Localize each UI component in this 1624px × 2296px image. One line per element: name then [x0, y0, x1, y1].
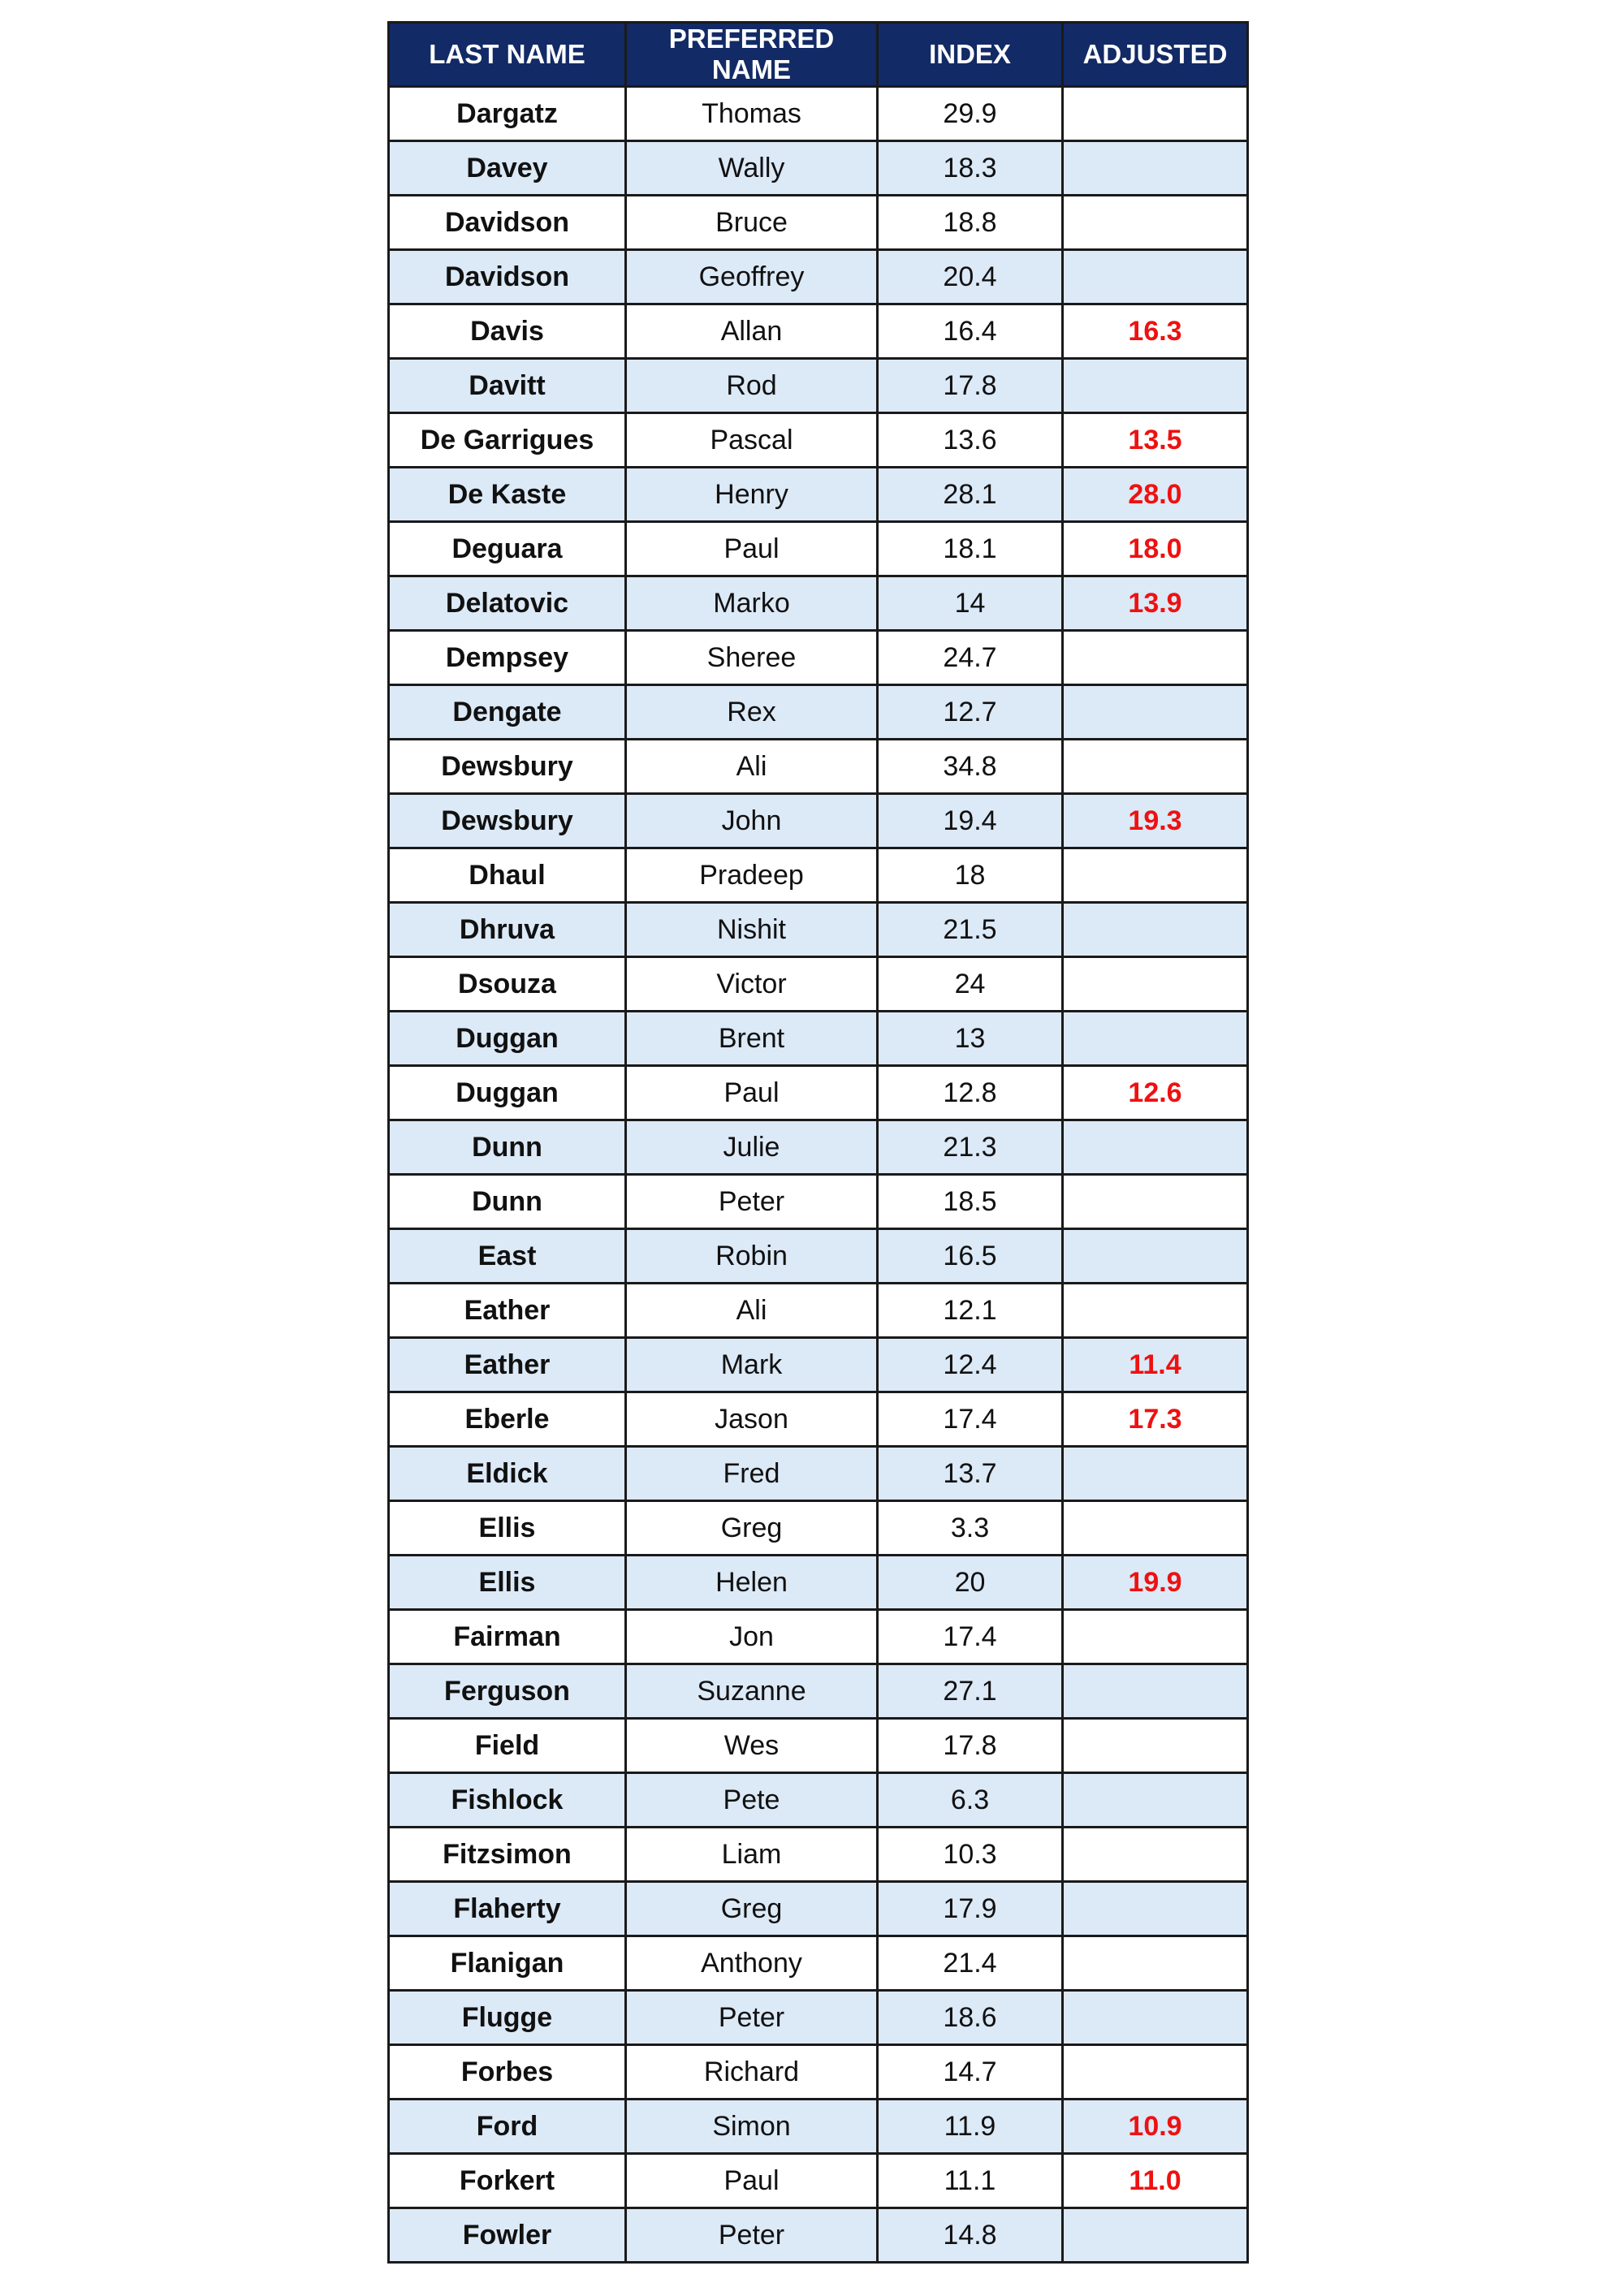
last-name-cell: Duggan — [389, 1066, 626, 1120]
table-row — [389, 1066, 1248, 1120]
preferred-name-cell: Peter — [626, 1991, 878, 2045]
last-name-cell: Flaherty — [389, 1882, 626, 1936]
index-cell: 24 — [878, 957, 1063, 1012]
last-name-cell: Fishlock — [389, 1773, 626, 1828]
index-cell: 14 — [878, 576, 1063, 631]
index-cell: 13.6 — [878, 413, 1063, 468]
last-name-cell: De Garrigues — [389, 413, 626, 468]
last-name-cell: Eather — [389, 1338, 626, 1392]
preferred-name-cell: Nishit — [626, 903, 878, 957]
preferred-name-cell: Ali — [626, 740, 878, 794]
adjusted-cell — [1063, 87, 1248, 141]
adjusted-cell: 10.9 — [1063, 2100, 1248, 2154]
preferred-name-cell: Rex — [626, 685, 878, 740]
index-cell: 11.1 — [878, 2154, 1063, 2208]
table-row — [389, 522, 1248, 576]
last-name-cell: Fowler — [389, 2208, 626, 2263]
adjusted-cell — [1063, 141, 1248, 196]
preferred-name-cell: Jason — [626, 1392, 878, 1447]
table-row — [389, 2208, 1248, 2263]
index-cell: 3.3 — [878, 1501, 1063, 1556]
last-name-cell: Davidson — [389, 250, 626, 304]
index-cell: 16.4 — [878, 304, 1063, 359]
adjusted-cell: 18.0 — [1063, 522, 1248, 576]
preferred-name-cell: Greg — [626, 1501, 878, 1556]
table-row — [389, 413, 1248, 468]
last-name-cell: Dewsbury — [389, 794, 626, 848]
table-row — [389, 196, 1248, 250]
last-name-cell: Dewsbury — [389, 740, 626, 794]
table-row — [389, 2100, 1248, 2154]
adjusted-cell — [1063, 1664, 1248, 1719]
last-name-cell: Flugge — [389, 1991, 626, 2045]
table-row — [389, 1556, 1248, 1610]
column-header-last-name: LAST NAME — [389, 23, 626, 87]
preferred-name-cell: Paul — [626, 2154, 878, 2208]
index-cell: 28.1 — [878, 468, 1063, 522]
preferred-name-cell: Mark — [626, 1338, 878, 1392]
preferred-name-cell: Wally — [626, 141, 878, 196]
adjusted-cell — [1063, 250, 1248, 304]
table-row — [389, 87, 1248, 141]
table-row — [389, 1828, 1248, 1882]
preferred-name-cell: Suzanne — [626, 1664, 878, 1719]
column-header-index: INDEX — [878, 23, 1063, 87]
table-row — [389, 1284, 1248, 1338]
preferred-name-cell: Thomas — [626, 87, 878, 141]
preferred-name-cell: Henry — [626, 468, 878, 522]
index-cell: 14.7 — [878, 2045, 1063, 2100]
preferred-name-cell: Sheree — [626, 631, 878, 685]
last-name-cell: Ferguson — [389, 1664, 626, 1719]
preferred-name-cell: Ali — [626, 1284, 878, 1338]
index-cell: 12.1 — [878, 1284, 1063, 1338]
last-name-cell: Forkert — [389, 2154, 626, 2208]
last-name-cell: Field — [389, 1719, 626, 1773]
table-row — [389, 1012, 1248, 1066]
adjusted-cell — [1063, 2045, 1248, 2100]
table-row — [389, 576, 1248, 631]
index-cell: 13.7 — [878, 1447, 1063, 1501]
adjusted-cell: 11.4 — [1063, 1338, 1248, 1392]
preferred-name-cell: Robin — [626, 1229, 878, 1284]
preferred-name-cell: Paul — [626, 1066, 878, 1120]
index-sheet — [387, 21, 1246, 2264]
preferred-name-cell: Helen — [626, 1556, 878, 1610]
index-cell: 19.4 — [878, 794, 1063, 848]
index-cell: 18.5 — [878, 1175, 1063, 1229]
last-name-cell: Delatovic — [389, 576, 626, 631]
adjusted-cell — [1063, 1284, 1248, 1338]
last-name-cell: Eather — [389, 1284, 626, 1338]
adjusted-cell — [1063, 957, 1248, 1012]
table-row — [389, 1447, 1248, 1501]
table-row — [389, 1991, 1248, 2045]
adjusted-cell: 17.3 — [1063, 1392, 1248, 1447]
preferred-name-cell: Pete — [626, 1773, 878, 1828]
index-cell: 34.8 — [878, 740, 1063, 794]
preferred-name-cell: Allan — [626, 304, 878, 359]
adjusted-cell — [1063, 1447, 1248, 1501]
table-row — [389, 250, 1248, 304]
adjusted-cell: 13.9 — [1063, 576, 1248, 631]
header-row — [389, 23, 1248, 87]
preferred-name-cell: Rod — [626, 359, 878, 413]
last-name-cell: De Kaste — [389, 468, 626, 522]
adjusted-cell: 13.5 — [1063, 413, 1248, 468]
last-name-cell: Dsouza — [389, 957, 626, 1012]
index-cell: 6.3 — [878, 1773, 1063, 1828]
last-name-cell: Deguara — [389, 522, 626, 576]
table-row — [389, 1773, 1248, 1828]
index-cell: 12.4 — [878, 1338, 1063, 1392]
table-row — [389, 1229, 1248, 1284]
adjusted-cell: 11.0 — [1063, 2154, 1248, 2208]
table-row — [389, 1664, 1248, 1719]
index-cell: 21.3 — [878, 1120, 1063, 1175]
last-name-cell: Davey — [389, 141, 626, 196]
table-row — [389, 794, 1248, 848]
preferred-name-cell: Peter — [626, 2208, 878, 2263]
adjusted-cell — [1063, 848, 1248, 903]
adjusted-cell: 19.9 — [1063, 1556, 1248, 1610]
preferred-name-cell: Pascal — [626, 413, 878, 468]
adjusted-cell — [1063, 903, 1248, 957]
last-name-cell: Dengate — [389, 685, 626, 740]
index-cell: 20.4 — [878, 250, 1063, 304]
table-row — [389, 141, 1248, 196]
adjusted-cell — [1063, 740, 1248, 794]
adjusted-cell — [1063, 1229, 1248, 1284]
table-row — [389, 1501, 1248, 1556]
index-cell: 16.5 — [878, 1229, 1063, 1284]
preferred-name-cell: Fred — [626, 1447, 878, 1501]
table-row — [389, 957, 1248, 1012]
index-cell: 18 — [878, 848, 1063, 903]
adjusted-cell — [1063, 1882, 1248, 1936]
index-cell: 18.1 — [878, 522, 1063, 576]
adjusted-cell: 16.3 — [1063, 304, 1248, 359]
adjusted-cell — [1063, 1773, 1248, 1828]
preferred-name-cell: Julie — [626, 1120, 878, 1175]
preferred-name-cell: Brent — [626, 1012, 878, 1066]
last-name-cell: Dhaul — [389, 848, 626, 903]
index-cell: 21.5 — [878, 903, 1063, 957]
last-name-cell: Dhruva — [389, 903, 626, 957]
preferred-name-cell: Paul — [626, 522, 878, 576]
preferred-name-cell: Simon — [626, 2100, 878, 2154]
adjusted-cell — [1063, 2208, 1248, 2263]
table-row — [389, 740, 1248, 794]
last-name-cell: Flanigan — [389, 1936, 626, 1991]
last-name-cell: Fitzsimon — [389, 1828, 626, 1882]
last-name-cell: Davidson — [389, 196, 626, 250]
index-cell: 17.4 — [878, 1392, 1063, 1447]
table-row — [389, 1338, 1248, 1392]
last-name-cell: Dunn — [389, 1120, 626, 1175]
adjusted-cell — [1063, 1719, 1248, 1773]
index-cell: 17.8 — [878, 1719, 1063, 1773]
table-row — [389, 304, 1248, 359]
table-row — [389, 631, 1248, 685]
table-row — [389, 848, 1248, 903]
index-cell: 20 — [878, 1556, 1063, 1610]
index-cell: 11.9 — [878, 2100, 1063, 2154]
last-name-cell: Dargatz — [389, 87, 626, 141]
table-row — [389, 1882, 1248, 1936]
preferred-name-cell: Victor — [626, 957, 878, 1012]
last-name-cell: Fairman — [389, 1610, 626, 1664]
table-row — [389, 903, 1248, 957]
index-cell: 17.9 — [878, 1882, 1063, 1936]
preferred-name-cell: Greg — [626, 1882, 878, 1936]
table-row — [389, 468, 1248, 522]
index-cell: 17.8 — [878, 359, 1063, 413]
table-row — [389, 1175, 1248, 1229]
adjusted-cell — [1063, 631, 1248, 685]
index-cell: 18.8 — [878, 196, 1063, 250]
last-name-cell: Ellis — [389, 1501, 626, 1556]
index-cell: 12.7 — [878, 685, 1063, 740]
preferred-name-cell: Bruce — [626, 196, 878, 250]
table-body — [389, 87, 1248, 2263]
table-row — [389, 359, 1248, 413]
last-name-cell: Ford — [389, 2100, 626, 2154]
column-header-preferred-name: PREFERRED NAME — [626, 23, 878, 87]
adjusted-cell — [1063, 1610, 1248, 1664]
adjusted-cell — [1063, 196, 1248, 250]
preferred-name-cell: John — [626, 794, 878, 848]
table-row — [389, 1392, 1248, 1447]
table-row — [389, 1936, 1248, 1991]
last-name-cell: Eldick — [389, 1447, 626, 1501]
adjusted-cell — [1063, 359, 1248, 413]
adjusted-cell — [1063, 1991, 1248, 2045]
adjusted-cell — [1063, 1501, 1248, 1556]
table-row — [389, 2045, 1248, 2100]
index-cell: 27.1 — [878, 1664, 1063, 1719]
table-row — [389, 685, 1248, 740]
last-name-cell: Duggan — [389, 1012, 626, 1066]
adjusted-cell — [1063, 1828, 1248, 1882]
preferred-name-cell: Richard — [626, 2045, 878, 2100]
index-cell: 12.8 — [878, 1066, 1063, 1120]
adjusted-cell — [1063, 1012, 1248, 1066]
adjusted-cell: 19.3 — [1063, 794, 1248, 848]
index-cell: 10.3 — [878, 1828, 1063, 1882]
index-cell: 18.6 — [878, 1991, 1063, 2045]
handicap-index-table — [387, 21, 1249, 2264]
adjusted-cell — [1063, 1120, 1248, 1175]
last-name-cell: Dempsey — [389, 631, 626, 685]
last-name-cell: Forbes — [389, 2045, 626, 2100]
preferred-name-cell: Peter — [626, 1175, 878, 1229]
last-name-cell: Ellis — [389, 1556, 626, 1610]
last-name-cell: Davis — [389, 304, 626, 359]
adjusted-cell — [1063, 1175, 1248, 1229]
preferred-name-cell: Wes — [626, 1719, 878, 1773]
table-row — [389, 1719, 1248, 1773]
last-name-cell: East — [389, 1229, 626, 1284]
last-name-cell: Eberle — [389, 1392, 626, 1447]
adjusted-cell: 12.6 — [1063, 1066, 1248, 1120]
table-row — [389, 1610, 1248, 1664]
column-header-adjusted: ADJUSTED — [1063, 23, 1248, 87]
preferred-name-cell: Anthony — [626, 1936, 878, 1991]
table-row — [389, 1120, 1248, 1175]
index-cell: 17.4 — [878, 1610, 1063, 1664]
adjusted-cell: 28.0 — [1063, 468, 1248, 522]
index-cell: 24.7 — [878, 631, 1063, 685]
adjusted-cell — [1063, 1936, 1248, 1991]
adjusted-cell — [1063, 685, 1248, 740]
last-name-cell: Davitt — [389, 359, 626, 413]
index-cell: 29.9 — [878, 87, 1063, 141]
index-cell: 18.3 — [878, 141, 1063, 196]
preferred-name-cell: Pradeep — [626, 848, 878, 903]
index-cell: 21.4 — [878, 1936, 1063, 1991]
last-name-cell: Dunn — [389, 1175, 626, 1229]
index-cell: 13 — [878, 1012, 1063, 1066]
preferred-name-cell: Marko — [626, 576, 878, 631]
preferred-name-cell: Jon — [626, 1610, 878, 1664]
preferred-name-cell: Geoffrey — [626, 250, 878, 304]
table-row — [389, 2154, 1248, 2208]
preferred-name-cell: Liam — [626, 1828, 878, 1882]
index-cell: 14.8 — [878, 2208, 1063, 2263]
